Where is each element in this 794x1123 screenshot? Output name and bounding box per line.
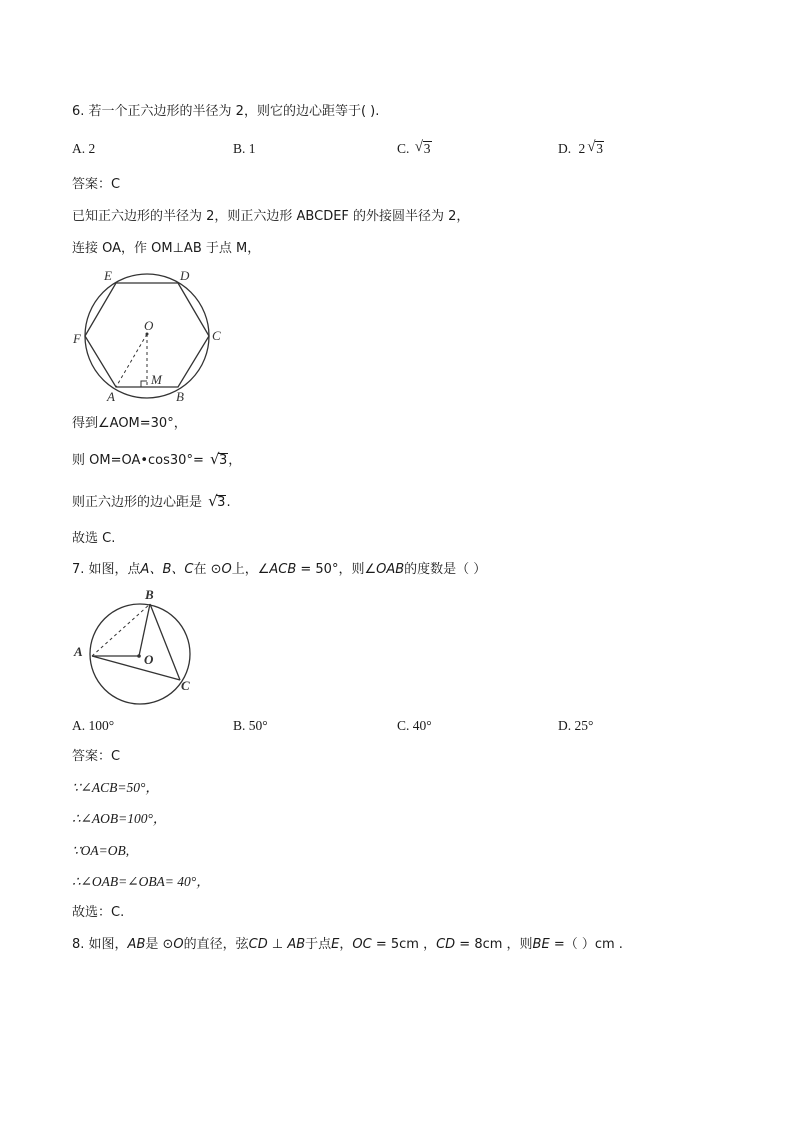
label-a: A [107, 389, 115, 404]
q6-answer: 答案：C [72, 177, 121, 192]
segment-bc [150, 604, 180, 680]
segment-oa [116, 334, 147, 387]
q8-stem-part: 的直径，弦 [183, 937, 249, 952]
sqrt-symbol: √ 3 [414, 139, 431, 156]
q7-stem-part: 上，∠ [231, 562, 270, 577]
q7-answer: 答案：C [72, 749, 121, 764]
sqrt-symbol: √ 3 [208, 492, 226, 510]
q7-solution-line-5: 故选：C. [72, 905, 125, 920]
q6-solution-line-2: 连接 OA，作 OM⊥AB 于点 M， [72, 241, 261, 256]
q8-stem-part: ， [339, 937, 353, 952]
q7-stem-angle-oab: OAB [376, 562, 405, 577]
circle-figure [70, 586, 200, 708]
right-angle-mark [141, 381, 147, 387]
q7-stem-circle-name: O [221, 562, 232, 577]
q8-stem-circle-name: O [173, 937, 184, 952]
q7-solution-line-1: ∵∠ACB=50°， [72, 780, 159, 795]
label-c: C [212, 328, 221, 343]
q6-option-d-prefix: D. [558, 141, 572, 156]
label-a: A [74, 644, 83, 659]
q6-option-b: B. 1 [233, 141, 256, 156]
q8-stem-part: = 8cm ，则 [455, 937, 533, 952]
q7-stem-part: 7. 如图，点 [72, 562, 141, 577]
center-dot [137, 654, 141, 658]
q7-option-d: D. 25° [558, 718, 594, 733]
q7-stem-angle-acb: ACB [269, 562, 297, 577]
segment-ob [139, 604, 150, 656]
q7-option-a: A. 100° [72, 718, 115, 733]
q8-stem-part: =（ ）cm . [549, 937, 623, 952]
sqrt-symbol: √ 3 [210, 450, 228, 468]
q7-option-c: C. 40° [397, 718, 432, 733]
q6-solution-line-5 [72, 494, 231, 512]
q7-solution-line-4: ∴∠OAB=∠OBA= 40°， [72, 874, 210, 889]
q7-stem-part: 在 ⊙ [193, 562, 222, 577]
q6-option-c [397, 140, 432, 158]
q6-solution-line-4-suffix: ， [228, 453, 242, 468]
q6-option-a: A. 2 [72, 141, 96, 156]
q7-stem-points: A、B、C [140, 562, 194, 577]
q8-stem-oc: OC [352, 937, 372, 952]
q6-solution-line-5-radicand: 3 [217, 495, 226, 510]
q7-stem [72, 561, 486, 579]
q6-solution-line-4-radicand: 3 [219, 453, 228, 468]
segment-ac [92, 656, 180, 680]
q6-solution-line-4 [72, 452, 241, 470]
q6-solution-line-1: 已知正六边形的半径为 2，则正六边形 ABCDEF 的外接圆半径为 2， [72, 209, 470, 224]
q8-stem-ab: AB [127, 937, 146, 952]
q6-option-d-radicand: 3 [596, 141, 603, 156]
q8-stem-part: = 5cm ， [371, 937, 437, 952]
label-f: F [73, 331, 81, 346]
label-o: O [144, 652, 154, 667]
q7-solution-line-3: ∵OA=OB, [72, 843, 130, 858]
q6-solution-line-6: 故选 C. [72, 531, 116, 546]
label-o: O [144, 318, 154, 333]
q7-stem-part: 的度数是（ ） [404, 562, 487, 577]
q6-solution-line-4-prefix: 则 OM=OA•cos30°= [72, 453, 204, 468]
q8-stem [72, 936, 623, 954]
q6-option-d [558, 140, 604, 158]
q6-option-d-coef: 2 [578, 141, 586, 156]
q7-solution-line-2: ∴∠AOB=100°， [72, 811, 167, 826]
q6-solution-line-5-suffix: . [226, 495, 231, 510]
label-e: E [104, 268, 112, 283]
q8-stem-part: 于点 [305, 937, 332, 952]
label-m: M [151, 372, 162, 387]
label-c: C [181, 678, 190, 693]
q8-stem-cd: CD [436, 937, 456, 952]
q8-stem-part: 8. 如图， [72, 937, 128, 952]
label-b: B [145, 587, 154, 602]
q8-stem-point-e: E [331, 937, 340, 952]
label-d: D [180, 268, 190, 283]
q8-stem-part: 是 ⊙ [145, 937, 174, 952]
q6-option-c-radicand: 3 [423, 141, 431, 156]
sqrt-symbol: √ 3 [587, 139, 603, 156]
q8-stem-cd-perp-ab: CD ⊥ AB [248, 937, 306, 952]
q6-option-c-prefix: C. [397, 141, 410, 156]
q6-solution-line-3: 得到∠AOM=30°， [72, 416, 187, 431]
q8-stem-be: BE [532, 937, 550, 952]
hexagon-figure [70, 264, 230, 404]
q7-option-b: B. 50° [233, 718, 268, 733]
q6-stem: 6. 若一个正六边形的半径为 2，则它的边心距等于( ). [72, 104, 380, 119]
label-b: B [176, 389, 184, 404]
q7-stem-part: = 50°，则∠ [296, 562, 377, 577]
q6-solution-line-5-prefix: 则正六边形的边心距是 [72, 495, 203, 510]
